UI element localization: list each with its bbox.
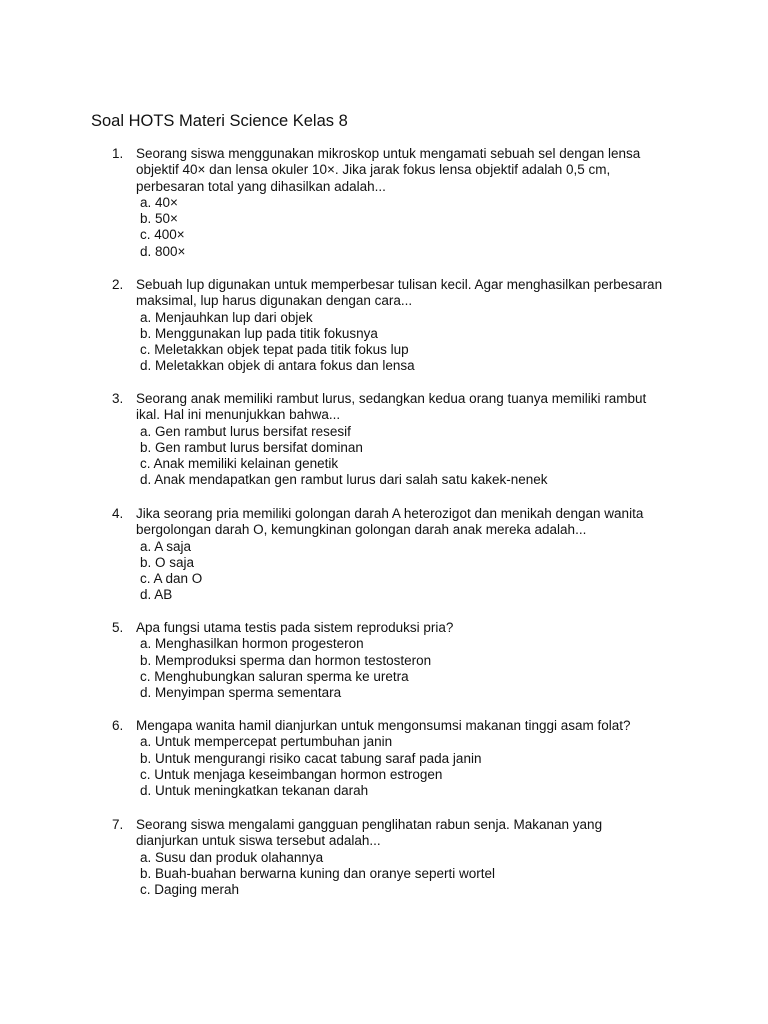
question-number: 3. bbox=[112, 391, 124, 406]
question-number: 7. bbox=[112, 817, 124, 832]
answer-option: d. Untuk meningkatkan tekanan darah bbox=[140, 783, 369, 799]
question-number: 4. bbox=[112, 506, 124, 521]
answer-option: a. Untuk mempercepat pertumbuhan janin bbox=[140, 734, 393, 750]
answer-options bbox=[136, 424, 692, 489]
answer-option: c. Meletakkan objek tepat pada titik fokus lup bbox=[140, 342, 409, 358]
answer-option: a. Susu dan produk olahannya bbox=[140, 849, 324, 865]
question-text bbox=[136, 718, 692, 799]
question-text bbox=[136, 146, 692, 260]
question-text bbox=[136, 506, 692, 604]
answer-option: c. Daging merah bbox=[140, 882, 240, 898]
question-text bbox=[136, 620, 692, 701]
question-line: maksimal, lup harus digunakan dengan cara... bbox=[136, 293, 413, 309]
question-text bbox=[136, 391, 692, 489]
question-line: perbesaran total yang dihasilkan adalah... bbox=[136, 178, 386, 194]
document-title: Soal HOTS Materi Science Kelas 8 bbox=[91, 112, 348, 130]
question-line: Seorang siswa mengalami gangguan penglihatan rabun senja. Makanan yang bbox=[136, 817, 603, 832]
answer-option: c. 400× bbox=[140, 227, 185, 243]
answer-option: b. Memproduksi sperma dan hormon testosteron bbox=[140, 652, 432, 668]
answer-option: d. Meletakkan objek di antara fokus dan lensa bbox=[140, 358, 415, 374]
answer-option: c. Untuk menjaga keseimbangan hormon estrogen bbox=[140, 766, 443, 782]
answer-option: c. Anak memiliki kelainan genetik bbox=[140, 456, 339, 472]
answer-option: d. AB bbox=[140, 587, 173, 603]
answer-option: d. Anak mendapatkan gen rambut lurus dari salah satu kakek-nenek bbox=[140, 472, 548, 488]
answer-option: c. A dan O bbox=[140, 571, 203, 587]
answer-options bbox=[136, 539, 692, 604]
question-line: Sebuah lup digunakan untuk memperbesar tulisan kecil. Agar menghasilkan perbesaran bbox=[136, 277, 663, 292]
answer-option: a. Menjauhkan lup dari objek bbox=[140, 309, 313, 325]
answer-options bbox=[136, 310, 692, 375]
question-number: 5. bbox=[112, 620, 124, 635]
question-number: 6. bbox=[112, 718, 124, 733]
question-number: 2. bbox=[112, 277, 124, 292]
answer-option: b. O saja bbox=[140, 554, 195, 570]
answer-option: a. Gen rambut lurus bersifat resesif bbox=[140, 423, 351, 439]
question-text bbox=[136, 277, 692, 375]
answer-option: b. 50× bbox=[140, 211, 178, 227]
question-line: Apa fungsi utama testis pada sistem reproduksi pria? bbox=[136, 620, 454, 635]
answer-option: b. Untuk mengurangi risiko cacat tabung saraf pada janin bbox=[140, 750, 482, 766]
answer-option: b. Gen rambut lurus bersifat dominan bbox=[140, 439, 363, 455]
answer-options bbox=[136, 850, 692, 899]
question-line: bergolongan darah O, kemungkinan golongan darah anak mereka adalah... bbox=[136, 522, 587, 538]
answer-option: a. 40× bbox=[140, 194, 178, 210]
answer-option: d. Menyimpan sperma sementara bbox=[140, 685, 342, 701]
answer-option: b. Buah-buahan berwarna kuning dan oranye seperti wortel bbox=[140, 865, 495, 881]
answer-options bbox=[136, 195, 692, 260]
question-line: dianjurkan untuk siswa tersebut adalah... bbox=[136, 833, 381, 849]
question-line: Seorang anak memiliki rambut lurus, sedangkan kedua orang tuanya memiliki rambut bbox=[136, 391, 647, 406]
answer-options bbox=[136, 636, 692, 701]
answer-option: a. A saja bbox=[140, 538, 192, 554]
answer-option: a. Menghasilkan hormon progesteron bbox=[140, 636, 364, 652]
question-line: Mengapa wanita hamil dianjurkan untuk mengonsumsi makanan tinggi asam folat? bbox=[136, 718, 631, 733]
question-line: objektif 40× dan lensa okuler 10×. Jika jarak fokus lensa objektif adalah 0,5 cm, bbox=[136, 162, 611, 178]
question-line: Jika seorang pria memiliki golongan darah A heterozigot dan menikah dengan wanita bbox=[136, 506, 644, 521]
answer-option: c. Menghubungkan saluran sperma ke uretra bbox=[140, 668, 409, 684]
question-line: Seorang siswa menggunakan mikroskop untuk mengamati sebuah sel dengan lensa bbox=[136, 146, 641, 161]
answer-option: b. Menggunakan lup pada titik fokusnya bbox=[140, 325, 378, 341]
question-text bbox=[136, 817, 692, 898]
question-number: 1. bbox=[112, 146, 124, 161]
question-line: ikal. Hal ini menunjukkan bahwa... bbox=[136, 407, 341, 423]
answer-options bbox=[136, 734, 692, 799]
answer-option: d. 800× bbox=[140, 243, 186, 259]
